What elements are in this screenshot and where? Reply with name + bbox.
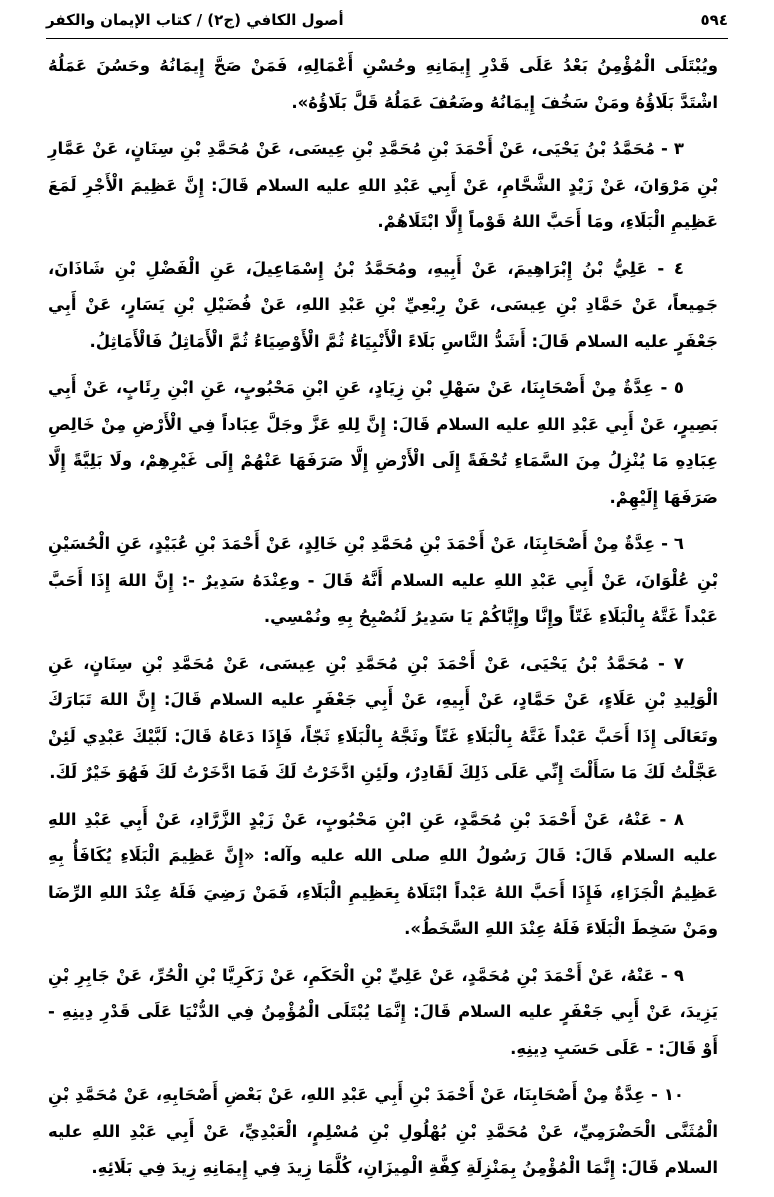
hadith-10: ١٠ - عِدَّةٌ مِنْ أَصْحَابِنَا، عَنْ أَحْمَدَ بْنِ أَبِي عَبْدِ اللهِ، عَنْ بَعْضِ أَصْحَابِهِ، عَنْ مُحَمَّدِ بْنِ الْمُثَنَّى الْحَضْرَمِيِّ، عَنْ مُحَمَّدِ بْنِ بُهْلُولِ بْنِ مُسْلِمٍ، الْعَبْدِيِّ، عَنْ أَبِي عَبْدِ اللهِ عليه السلام قَالَ: إِنَّمَا الْمُؤْمِنُ بِمَنْزِلَةِ كِفَّةِ الْمِيزَانِ، كُلَّمَا زِيدَ فِي إِيمَانِهِ زِيدَ فِي بَلَائِهِ. — [48, 1085, 718, 1177]
page-body — [48, 48, 718, 1197]
hadith-7: ٧ - مُحَمَّدُ بْنُ يَحْيَى، عَنْ أَحْمَدَ بْنِ مُحَمَّدِ بْنِ عِيسَى، عَنْ مُحَمَّدِ بْنِ سِنَانٍ، عَنِ الْوَلِيدِ بْنِ عَلَاءٍ، عَنْ حَمَّادٍ، عَنْ أَبِيهِ، عَنْ أَبِي جَعْفَرٍ عليه السلام قَالَ: إِنَّ اللهَ تَبَارَكَ وتَعَالَى إِذَا أَحَبَّ عَبْداً غَتَّهُ بِالْبَلَاءِ غَتّاً وثَجَّهُ بِالْبَلَاءِ ثَجّاً، فَإِذَا دَعَاهُ قَالَ: لَبَّيْكَ عَبْدِي لَئِنْ عَجَّلْتُ لَكَ مَا سَأَلْتَ إِنِّي عَلَى ذَلِكَ لَقَادِرٌ، ولَئِنِ ادَّخَرْتُ لَكَ فَمَا ادَّخَرْتُ لَكَ فَهُوَ خَيْرٌ لَكَ. — [48, 653, 718, 782]
page-header — [46, 2, 728, 38]
hadith-4: ٤ - عَلِيُّ بْنُ إِبْرَاهِيمَ، عَنْ أَبِيهِ، ومُحَمَّدُ بْنُ إِسْمَاعِيلَ، عَنِ الْفَضْلِ بْنِ شَاذَانَ، جَمِيعاً، عَنْ حَمَّادِ بْنِ عِيسَى، عَنْ رِبْعِيِّ بْنِ عَبْدِ اللهِ، عَنْ فُضَيْلِ بْنِ يَسَارٍ، عَنْ أَبِي جَعْفَرٍ عليه السلام قَالَ: أَشَدُّ النَّاسِ بَلَاءً الْأَنْبِيَاءُ ثُمَّ الْأَوْصِيَاءُ ثُمَّ الْأَمَاثِلُ فَالْأَمَاثِلُ. — [48, 258, 718, 351]
header-divider — [46, 38, 728, 39]
page-number: ٥٩٤ — [700, 11, 728, 29]
hadith-9: ٩ - عَنْهُ، عَنْ أَحْمَدَ بْنِ مُحَمَّدٍ، عَنْ عَلِيِّ بْنِ الْحَكَمِ، عَنْ زَكَرِيَّا بْنِ الْحُرِّ، عَنْ جَابِرِ بْنِ يَزِيدَ، عَنْ أَبِي جَعْفَرٍ عليه السلام قَالَ: إِنَّمَا يُبْتَلَى الْمُؤْمِنُ فِي الدُّنْيَا عَلَى قَدْرِ دِينِهِ - أَوْ قَالَ: - عَلَى حَسَبِ دِينِهِ. — [48, 965, 718, 1058]
hadith-5: ٥ - عِدَّةٌ مِنْ أَصْحَابِنَا، عَنْ سَهْلِ بْنِ زِيَادٍ، عَنِ ابْنِ مَحْبُوبٍ، عَنِ ابْنِ رِئَابٍ، عَنْ أَبِي بَصِيرٍ، عَنْ أَبِي عَبْدِ اللهِ عليه السلام قَالَ: إِنَّ لِلهِ عَزَّ وجَلَّ عِبَاداً فِي الْأَرْضِ مِنْ خَالِصِ عِبَادِهِ مَا يُنْزِلُ مِنَ السَّمَاءِ تُحْفَةً إِلَى الْأَرْضِ إِلَّا صَرَفَهَا عَنْهُمْ إِلَى غَيْرِهِمْ، ولَا بَلِيَّةً إِلَّا صَرَفَهَا إِلَيْهِمْ. — [48, 378, 718, 507]
hadith-6: ٦ - عِدَّةٌ مِنْ أَصْحَابِنَا، عَنْ أَحْمَدَ بْنِ مُحَمَّدِ بْنِ خَالِدٍ، عَنْ أَحْمَدَ بْنِ عُبَيْدٍ، عَنِ الْحُسَيْنِ بْنِ عُلْوَانَ، عَنْ أَبِي عَبْدِ اللهِ عليه السلام أَنَّهُ قَالَ - وعِنْدَهُ سَدِيرٌ -: إِنَّ اللهَ إِذَا أَحَبَّ عَبْداً غَتَّهُ بِالْبَلَاءِ غَتّاً وإِنَّا وإِيَّاكُمْ يَا سَدِيرُ لَنُصْبِحُ بِهِ ونُمْسِي. — [48, 534, 718, 626]
running-title: أصول الكافي (ج٢) / كتاب الإيمان والكفر — [46, 11, 344, 29]
hadith-8: ٨ - عَنْهُ، عَنْ أَحْمَدَ بْنِ مُحَمَّدٍ، عَنِ ابْنِ مَحْبُوبٍ، عَنْ زَيْدٍ الزَّرَّادِ، عَنْ أَبِي عَبْدِ اللهِ عليه السلام قَالَ: قَالَ رَسُولُ اللهِ صلى الله عليه وآله: «إِنَّ عَظِيمَ الْبَلَاءِ يُكَافَأُ بِهِ عَظِيمُ الْجَزَاءِ، فَإِذَا أَحَبَّ اللهُ عَبْداً ابْتَلَاهُ بِعَظِيمِ الْبَلَاءِ، فَمَنْ رَضِيَ فَلَهُ عِنْدَ اللهِ الرِّضَا ومَنْ سَخِطَ الْبَلَاءَ فَلَهُ عِنْدَ اللهِ السَّخَطُ». — [48, 809, 718, 938]
hadith-3: ٣ - مُحَمَّدُ بْنُ يَحْيَى، عَنْ أَحْمَدَ بْنِ مُحَمَّدِ بْنِ عِيسَى، عَنْ مُحَمَّدِ بْنِ سِنَانٍ، عَنْ عَمَّارِ بْنِ مَرْوَانَ، عَنْ زَيْدٍ الشَّحَّامِ، عَنْ أَبِي عَبْدِ اللهِ عليه السلام قَالَ: إِنَّ عَظِيمَ الْأَجْرِ لَمَعَ عَظِيمِ الْبَلَاءِ، ومَا أَحَبَّ اللهُ قَوْماً إِلَّا ابْتَلَاهُمْ. — [48, 139, 718, 231]
paragraph-continuation: ويُبْتَلَى الْمُؤْمِنُ بَعْدُ عَلَى قَدْرِ إِيمَانِهِ وحُسْنِ أَعْمَالِهِ، فَمَنْ صَحَّ إِيمَانُهُ وحَسُنَ عَمَلُهُ اشْتَدَّ بَلَاؤُهُ ومَنْ سَخُفَ إِيمَانُهُ وضَعُفَ عَمَلُهُ قَلَّ بَلَاؤُهُ». — [48, 56, 718, 112]
